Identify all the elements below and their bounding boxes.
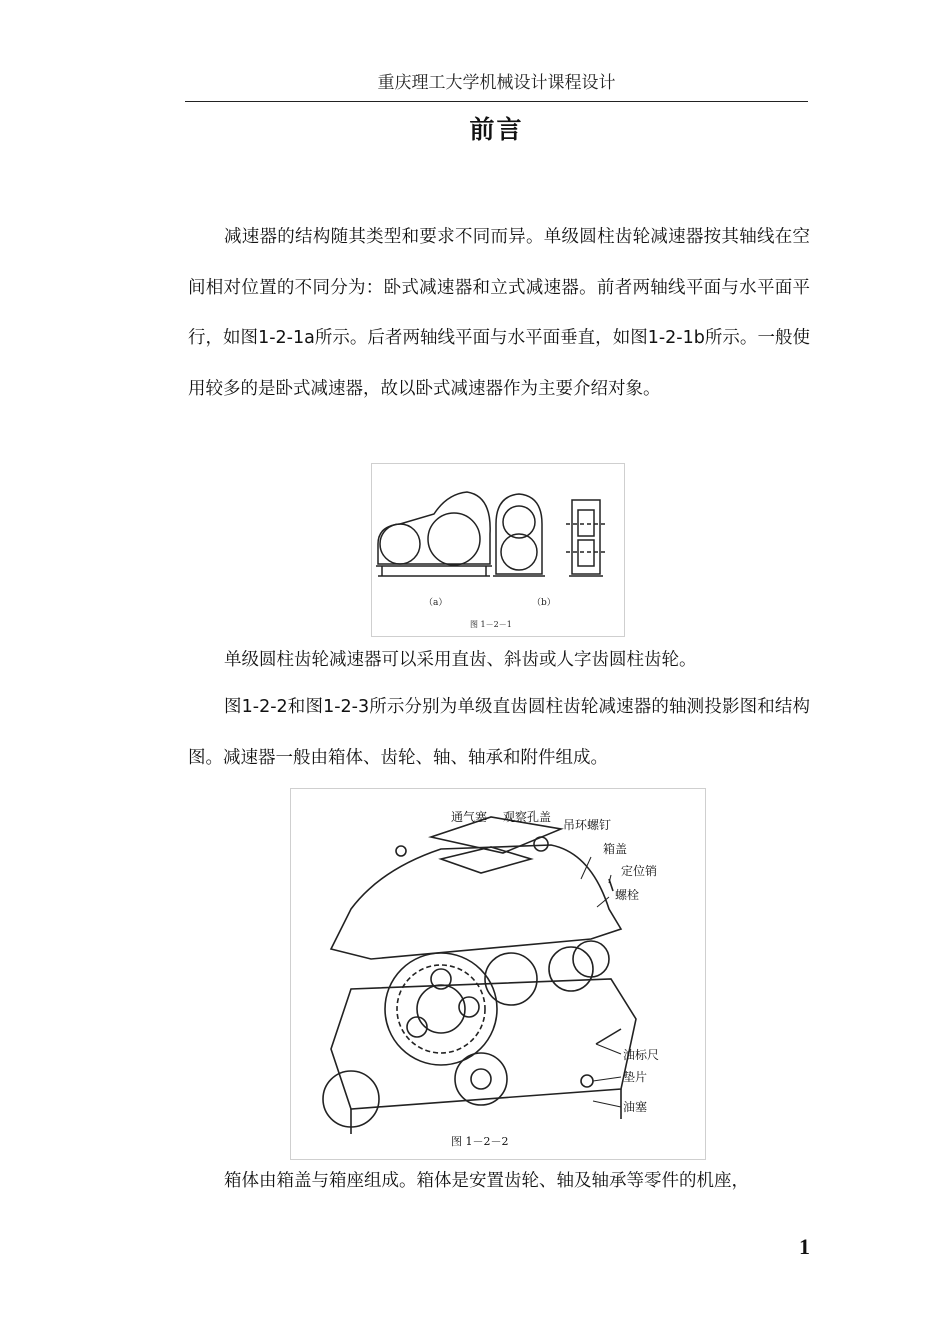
label-inspection-cover: 观察孔盖: [503, 810, 552, 824]
figure1-caption: 图 1－2－1: [470, 620, 512, 629]
figure-reducer-isometric: [290, 788, 706, 1160]
page-number: 1: [799, 1234, 810, 1259]
figure2-caption: 图 1－2－2: [451, 1135, 509, 1148]
reducer-isometric-drawing: [291, 789, 705, 1159]
label-cover: 箱盖: [603, 842, 628, 856]
label-lifting-screw: 吊环螺钉: [563, 818, 612, 832]
label-vent: 通气塞: [451, 810, 488, 824]
reducer-layout-drawing: [372, 464, 624, 636]
figure-reducer-layouts: [371, 463, 625, 637]
paragraph-housing: 箱体由箱盖与箱座组成。箱体是安置齿轮、轴及轴承等零件的机座，: [224, 1171, 749, 1191]
label-washer: 垫片: [623, 1070, 648, 1084]
figure1-label-b: （b）: [532, 598, 556, 608]
header-text: 重庆理工大学机械设计课程设计: [377, 73, 616, 93]
label-drain-plug: 油塞: [623, 1100, 648, 1114]
paragraph-figures: 图1-2-2和图1-2-3所示分别为单级直齿圆柱齿轮减速器的轴测投影图和结构图。减速器一般由箱体、齿轮、轴、轴承和附件组成。: [188, 697, 810, 768]
label-locating-pin: 定位销: [621, 864, 658, 878]
label-dipstick: 油标尺: [623, 1048, 660, 1062]
paragraph-intro: 减速器的结构随其类型和要求不同而异。单级圆柱齿轮减速器按其轴线在空间相对位置的不同分为：卧式减速器和立式减速器。前者两轴线平面与水平面平行，如图1-2-1a所示。后者两轴线平面与水平面垂直，如图1-2-1b所示。一般使用较多的是卧式减速器，故以卧式减速器作为主要介绍对象。: [188, 227, 810, 399]
figure1-label-a: （a）: [424, 598, 448, 608]
paragraph-gear-types: 单级圆柱齿轮减速器可以采用直齿、斜齿或人字齿圆柱齿轮。: [224, 650, 697, 670]
header-rule: [185, 101, 808, 102]
page-title: 前言: [469, 115, 524, 144]
label-bolt: 螺栓: [615, 888, 640, 902]
